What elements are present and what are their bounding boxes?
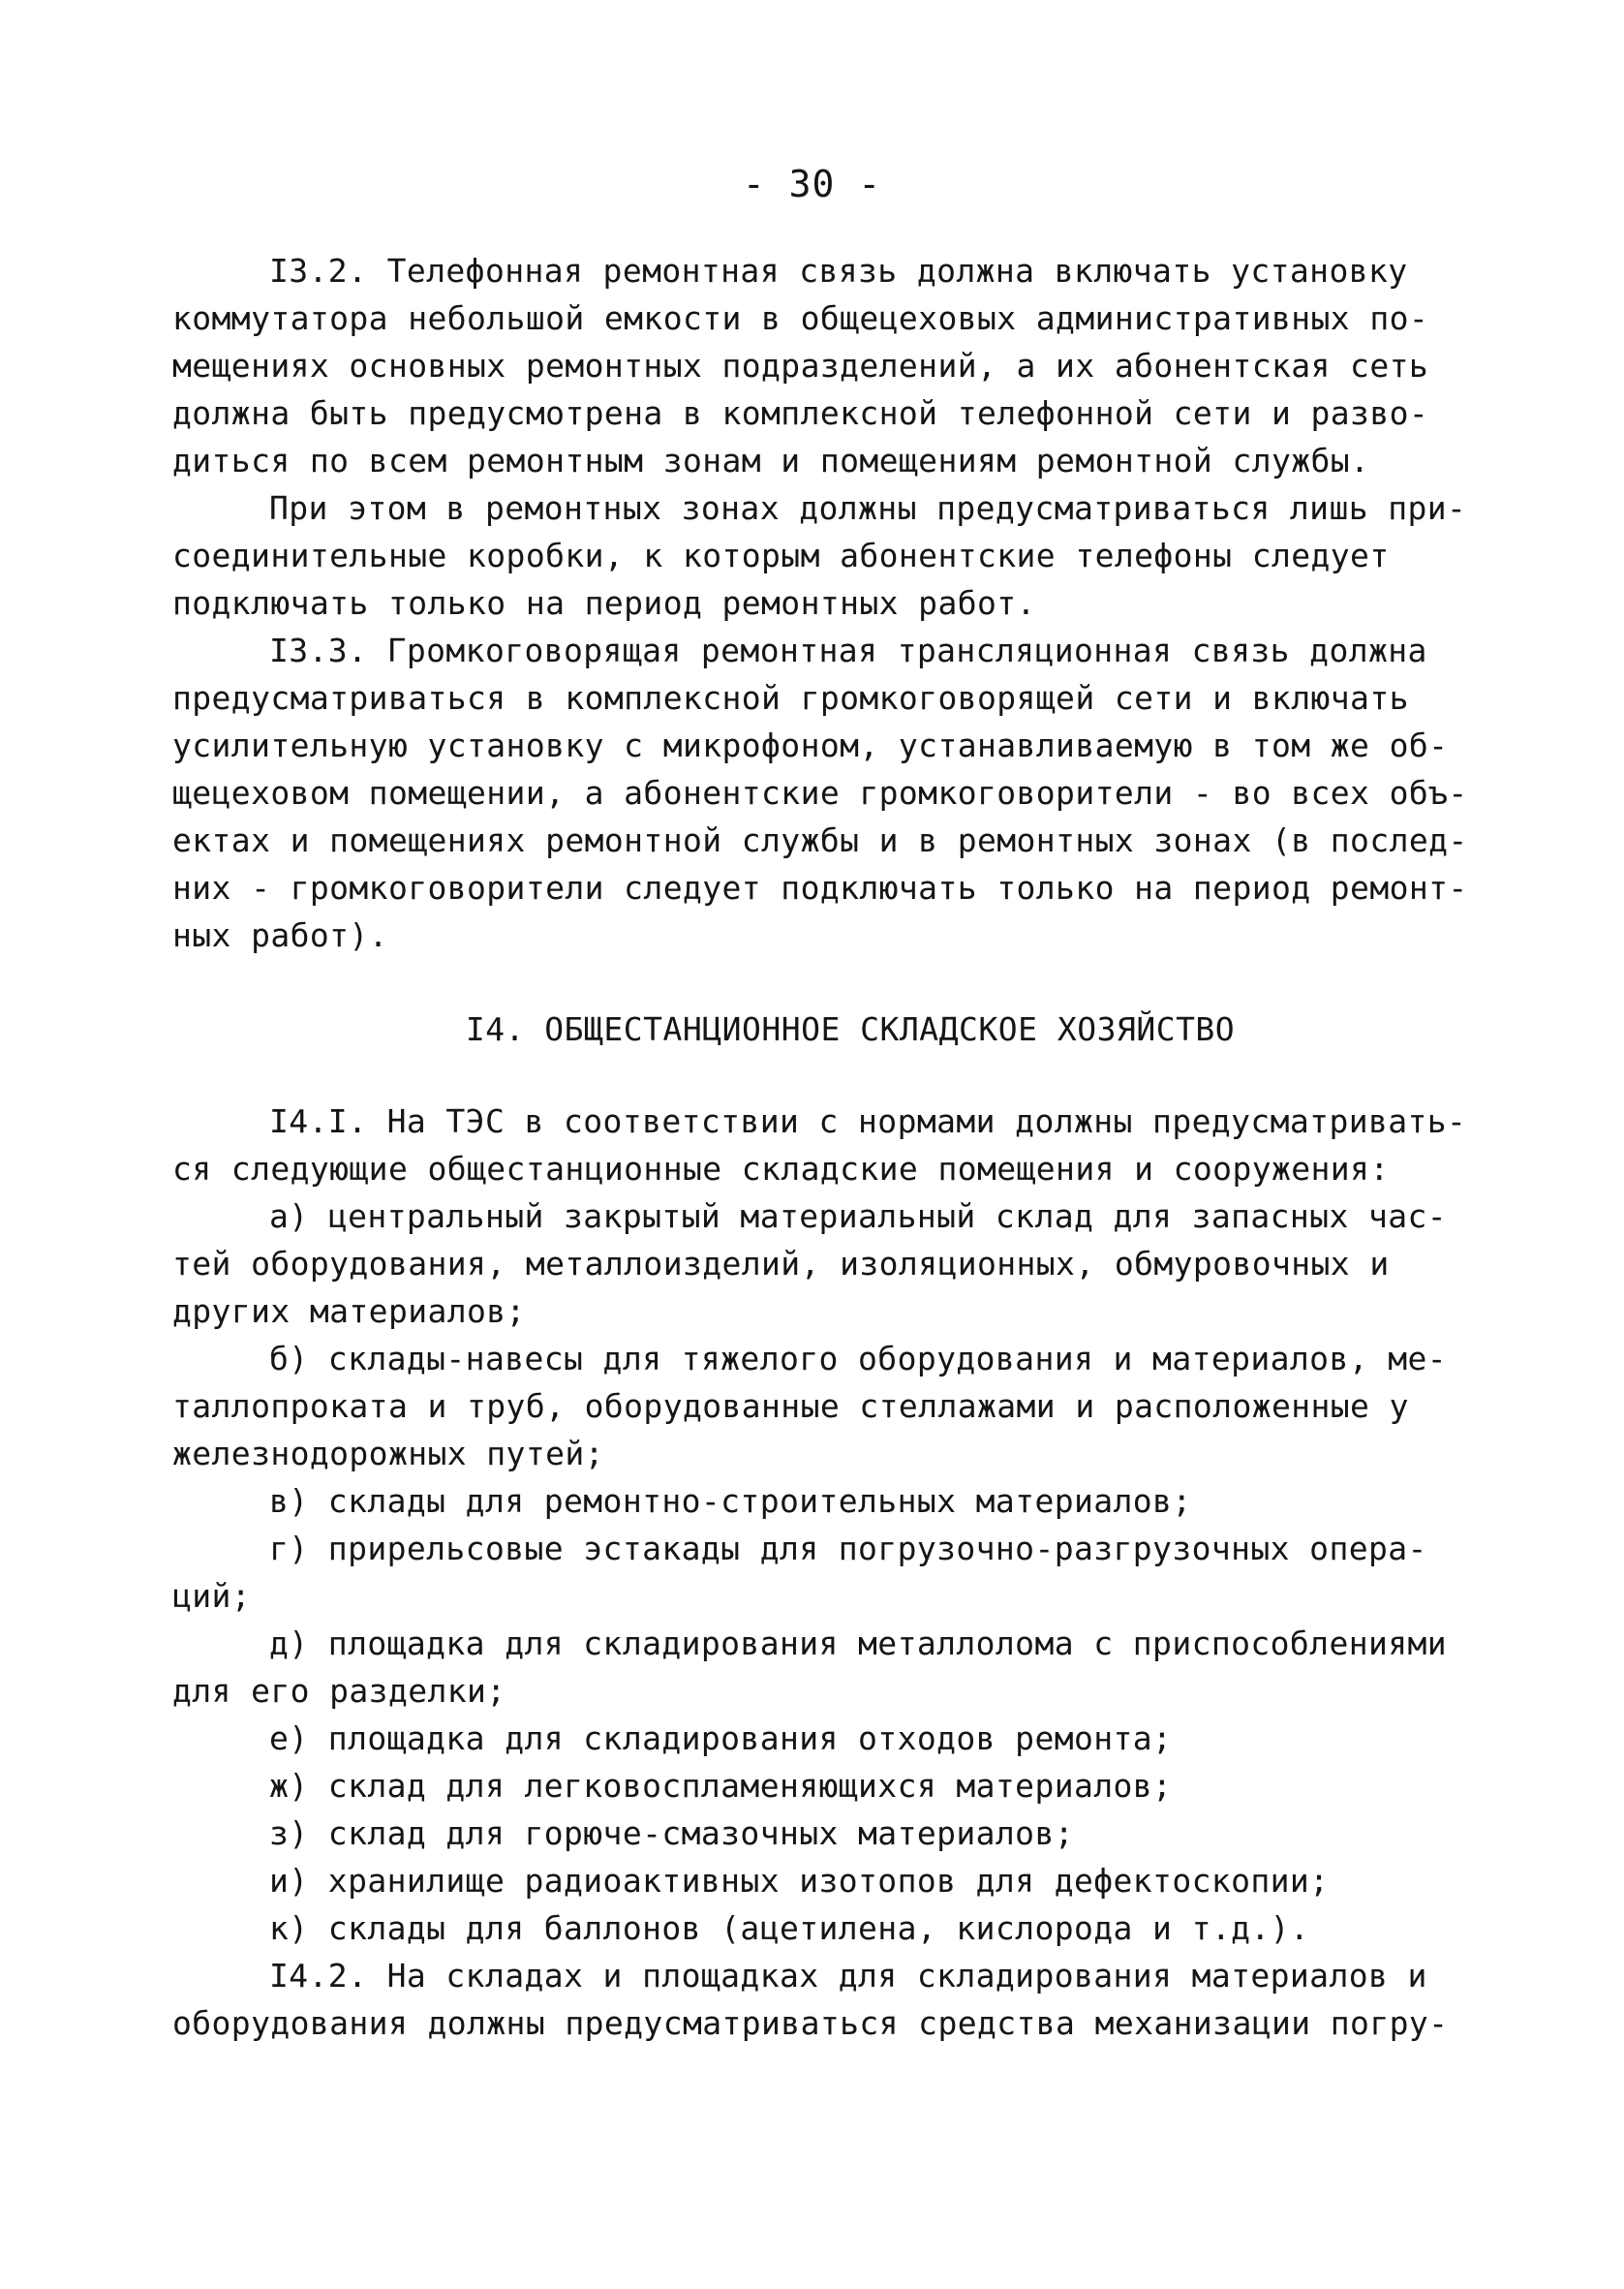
paragraph-start-line: д) площадка для складирования металлолома с приспособлениями [269, 1624, 1448, 1662]
paragraph-start-line: з) склад для горюче-смазочных материалов; [269, 1814, 1074, 1852]
spacer [172, 1053, 1470, 1098]
body-text [172, 247, 1470, 2047]
paragraph-start-line: в) склады для ремонтно-строительных материалов; [269, 1482, 1192, 1520]
section-heading: I4. ОБЩЕСТАНЦИОННОЕ СКЛАДСКОЕ ХОЗЯЙСТВО [465, 1010, 1236, 1048]
text-line: усилительную установку с микрофоном, устанавливаемую в том же об- [172, 727, 1449, 764]
paragraph-start-line: и) хранилище радиоактивных изотопов для дефектоскопии; [269, 1862, 1330, 1900]
page-number: - 30 - [742, 163, 882, 205]
paragraph-start-line: г) прирельсовые эстакады для погрузочно-разгрузочных опера- [269, 1530, 1427, 1567]
text-line: тей оборудования, металлоизделий, изоляционных, обмуровочных и [172, 1245, 1390, 1283]
text-line: подключать только на период ремонтных работ. [172, 584, 1036, 622]
text-line: соединительные коробки, к которым абонентские телефоны следует [172, 537, 1390, 574]
spacer [172, 959, 1470, 1005]
paragraph-start-line: а) центральный закрытый материальный склад для запасных час- [269, 1197, 1448, 1235]
text-line: щецеховом помещении, а абонентские громкоговорители - во всех объ- [172, 774, 1468, 812]
paragraph-start-line: б) склады-навесы для тяжелого оборудования и материалов, ме- [269, 1340, 1448, 1377]
text-line: железнодорожных путей; [172, 1435, 604, 1472]
text-line: ся следующие общестанционные складские помещения и сооружения: [172, 1150, 1390, 1188]
paragraph-start-line: При этом в ремонтных зонах должны предусматриваться лишь при- [269, 489, 1467, 527]
paragraph-start-line: I4.I. На ТЭС в соответствии с нормами должны предусматривать- [269, 1102, 1467, 1140]
text-line: них - громкоговорители следует подключать только на период ремонт- [172, 869, 1468, 907]
text-line: мещениях основных ремонтных подразделений, а их абонентская сеть [172, 347, 1429, 385]
text-line: других материалов; [172, 1292, 526, 1330]
text-line: таллопроката и труб, оборудованные стеллажами и расположенные у [172, 1387, 1409, 1425]
text-line: для его разделки; [172, 1672, 506, 1710]
text-line: ных работ). [172, 916, 388, 954]
paragraph-start-line: к) склады для баллонов (ацетилена, кислорода и т.д.). [269, 1909, 1310, 1947]
text-line: коммутатора небольшой емкости в общецеховых административных по- [172, 299, 1429, 337]
text-line: диться по всем ремонтным зонам и помещениям ремонтной службы. [172, 442, 1370, 479]
paragraph-start-line: I4.2. На складах и площадках для складирования материалов и [269, 1957, 1427, 1995]
paragraph-start-line: е) площадка для складирования отходов ремонта; [269, 1719, 1173, 1757]
text-line: предусматриваться в комплексной громкоговорящей сети и включать [172, 679, 1409, 717]
text-line: оборудования должны предусматриваться средства механизации погру- [172, 2004, 1449, 2042]
text-line: должна быть предусмотрена в комплексной телефонной сети и разво- [172, 394, 1429, 432]
text-line: ектах и помещениях ремонтной службы и в ремонтных зонах (в послед- [172, 821, 1468, 859]
paragraph-start-line: I3.2. Телефонная ремонтная связь должна включать установку [269, 252, 1408, 290]
paragraph-start-line: I3.3. Громкоговорящая ремонтная трансляционная связь должна [269, 632, 1427, 669]
paragraph-start-line: ж) склад для легковоспламеняющихся материалов; [269, 1767, 1173, 1805]
text-line: ций; [172, 1577, 252, 1615]
